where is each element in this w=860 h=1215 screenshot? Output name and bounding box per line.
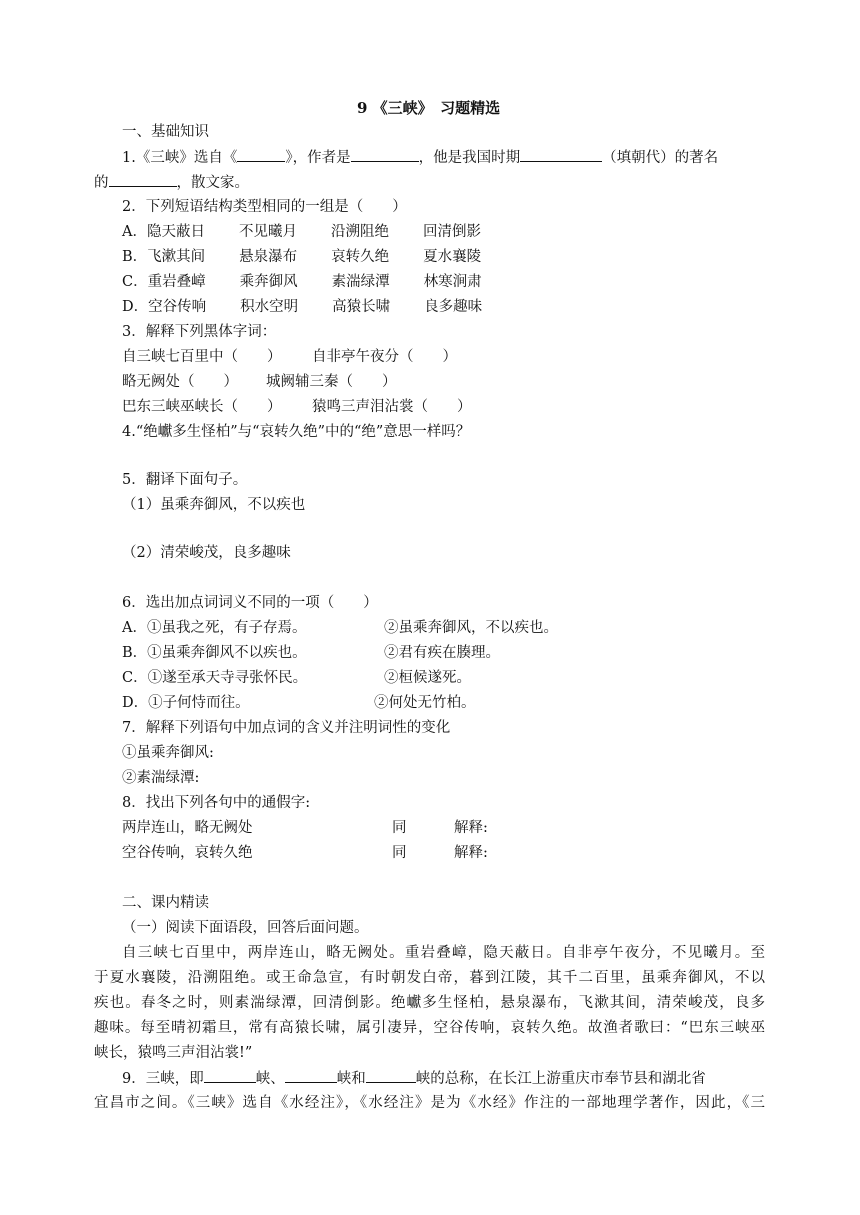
reading-part-heading: （一）阅读下面语段，回答后面问题。: [122, 920, 369, 936]
blank: [520, 147, 602, 162]
question-1-line-1: 1.《三峡》选自《 》，作者是 ，他是我国时期 （填朝代）的著名: [122, 147, 718, 168]
question-6-option-c: C．①遂至承天寺寻张怀民。 ②桓候遂死。: [122, 670, 471, 686]
passage-line: 自三峡七百里中，两岸连山，略无阙处。重岩叠嶂，隐天蔽日。自非亭午夜分，不见曦月。至: [122, 945, 765, 961]
question-3-row: 略无阙处（ ） 城阙辅三秦（ ）: [122, 374, 397, 390]
question-7-stem: 7．解释下列语句中加点词的含义并注明词性的变化: [122, 720, 451, 736]
question-8-row: 空谷传响，哀转久绝 同 解释:: [122, 845, 488, 861]
question-9-line-2: 宜昌市之间。《三峡》选自《水经注》，《水经注》是为《水经》作注的一部地理学著作，因此，《三: [94, 1095, 765, 1111]
question-1-line-2: 的 ，散文家。: [94, 172, 249, 193]
blank: [285, 1068, 337, 1083]
question-4: 4.“绝巘多生怪柏”与“哀转久绝”中的“绝”意思一样吗？: [122, 424, 471, 440]
blank: [237, 147, 285, 162]
question-2-option-c: C．重岩叠嶂 乘奔御风 素湍绿潭 林寒涧肃: [122, 274, 482, 290]
blank: [109, 172, 177, 187]
passage-line: 峡长，猿鸣三声泪沾裳!”: [94, 1045, 253, 1061]
question-2-option-d: D．空谷传响 积水空明 高猿长啸 良多趣味: [122, 299, 483, 315]
question-7-item-2: ②素湍绿潭:: [122, 770, 200, 786]
question-7-item-1: ①虽乘奔御风:: [122, 745, 214, 761]
question-3-stem: 3．解释下列黑体字词：: [122, 324, 277, 340]
question-5-sentence-2: （2）清荣峻茂，良多趣味: [122, 545, 291, 561]
question-6-option-d: D．①子何恃而往。 ②何处无竹柏。: [122, 695, 476, 711]
page-title: 9 《三峡》 习题精选: [357, 99, 501, 117]
section-two-heading: 二、课内精读: [122, 895, 209, 911]
question-6-stem: 6．选出加点词词义不同的一项（ ）: [122, 595, 378, 611]
question-5-sentence-1: （1）虽乘奔御风，不以疾也: [122, 497, 306, 513]
blank: [366, 1068, 416, 1083]
question-2-option-b: B．飞漱其间 悬泉瀑布 哀转久绝 夏水襄陵: [122, 249, 482, 265]
section-one-heading: 一、基础知识: [122, 124, 209, 140]
question-6-option-b: B．①虽乘奔御风不以疾也。 ②君有疾在腠理。: [122, 645, 500, 661]
question-2-option-a: A．隐天蔽日 不见曦月 沿溯阻绝 回清倒影: [122, 224, 481, 240]
blank: [204, 1068, 256, 1083]
passage-line: 疾也。春冬之时，则素湍绿潭，回清倒影。绝巘多生怪柏，悬泉瀑布，飞漱其间，清荣峻茂，良多: [94, 995, 765, 1011]
question-9-line-1: 9．三峡，即 峡、 峡和 峡的总称，在长江上游重庆市奉节县和湖北省: [122, 1068, 706, 1089]
passage-line: 趣味。每至晴初霜旦，常有高猿长啸，属引凄异，空谷传响，哀转久绝。故渔者歌曰：“巴东三峡巫: [94, 1020, 765, 1036]
question-2-stem: 2．下列短语结构类型相同的一组是（ ）: [122, 199, 407, 215]
question-8-stem: 8．找出下列各句中的通假字:: [122, 795, 311, 811]
question-8-row: 两岸连山，略无阙处 同 解释:: [122, 820, 488, 836]
question-3-row: 巴东三峡巫峡长（ ） 猿鸣三声泪沾裳（ ）: [122, 399, 472, 415]
question-6-option-a: A．①虽我之死，有子存焉。 ②虽乘奔御风，不以疾也。: [122, 620, 558, 636]
blank: [351, 147, 419, 162]
question-5-stem: 5．翻译下面句子。: [122, 472, 248, 488]
question-3-row: 自三峡七百里中（ ） 自非亭午夜分（ ）: [122, 349, 457, 365]
passage-line: 于夏水襄陵，沿溯阻绝。或王命急宣，有时朝发白帝，暮到江陵，其千二百里，虽乘奔御风，不以: [94, 970, 765, 986]
